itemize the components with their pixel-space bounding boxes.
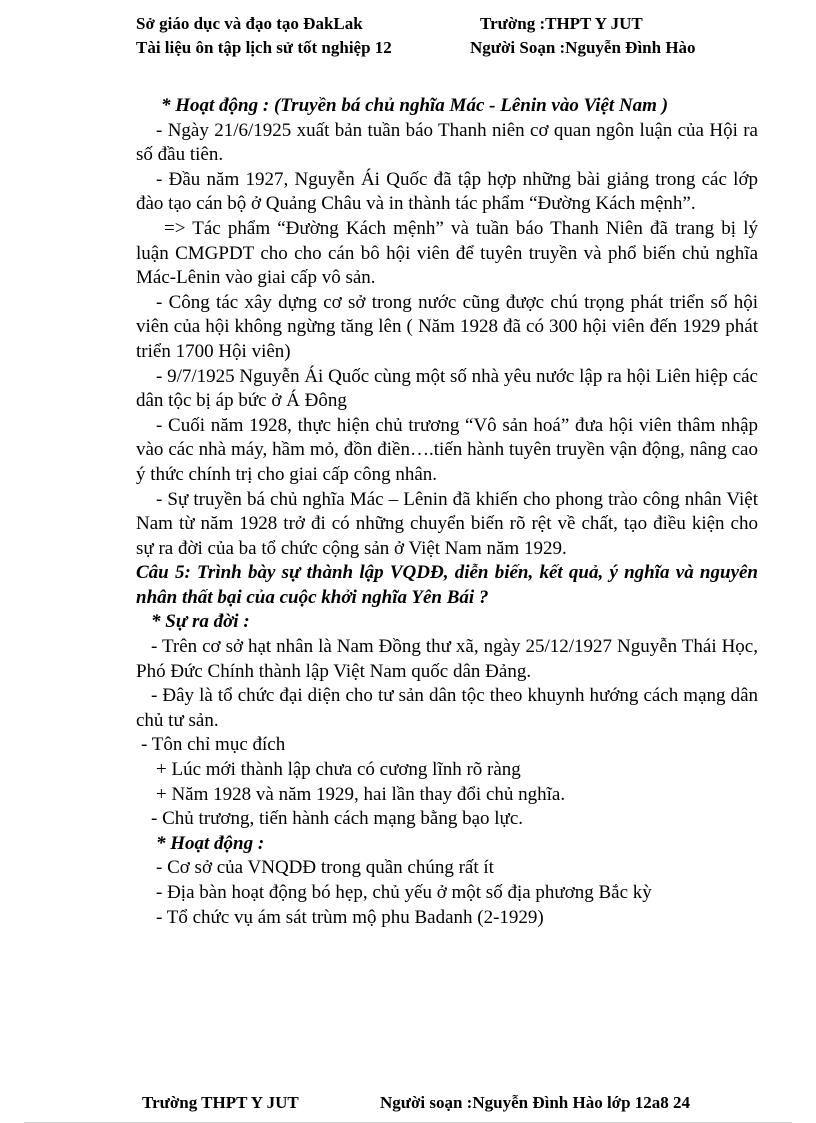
header-document-title: Tài liệu ôn tập lịch sử tốt nghiệp 12 — [136, 38, 392, 57]
section-heading: * Sự ra đời : — [151, 611, 250, 633]
paragraph: - Đây là tổ chức đại diện cho tư sản dân tộc theo khuynh hướng cách mạng dân chủ tư sản. — [136, 685, 758, 731]
paragraph: - Ngày 21/6/1925 xuất bản tuần báo Thanh niên cơ quan ngôn luận của Hội ra số đầu tiên. — [136, 119, 758, 166]
paragraph: - Công tác xây dựng cơ sở trong nước cũng được chú trọng phát triển số hội viên của hội không ngừng tăng lên ( Năm 1928 đã có 300 hội viên đến 1929 phát triển 1700 Hội viên) — [136, 291, 758, 362]
header-school: Trường :THPT Y JUT — [480, 14, 643, 33]
paragraph: - Đầu năm 1927, Nguyễn Ái Quốc đã tập hợp những bài giảng trong các lớp đào tạo cán bộ ở Quảng Châu và in thành tác phẩm “Đường Kách mệnh”. — [136, 168, 758, 215]
header-department: Sở giáo dục và đạo tạo ĐakLak — [136, 14, 363, 33]
header-author: Người Soạn :Nguyễn Đình Hào — [470, 38, 696, 57]
list-item: - Tổ chức vụ ám sát trùm mộ phu Badanh (2-1929) — [156, 906, 544, 928]
question-heading: Câu 5: Trình bày sự thành lập VQDĐ, diễn biến, kết quả, ý nghĩa và nguyên nhân thất bại của cuộc khởi nghĩa Yên Bái ? — [136, 562, 758, 608]
paragraph: - 9/7/1925 Nguyễn Ái Quốc cùng một số nhà yêu nước lập ra hội Liên hiệp các dân tộc bị áp bức ở Á Đông — [136, 365, 758, 412]
list-item: - Địa bàn hoạt động bó hẹp, chủ yếu ở một số địa phương Bắc kỳ — [156, 882, 652, 903]
footer-school: Trường THPT Y JUT — [142, 1093, 299, 1112]
list-item: + Năm 1928 và năm 1929, hai lần thay đổi chủ nghĩa. — [156, 783, 566, 805]
list-item: + Lúc mới thành lập chưa có cương lĩnh rõ ràng — [156, 759, 521, 781]
footer-author-page: Người soạn :Nguyễn Đình Hào lớp 12a8 24 — [380, 1093, 691, 1112]
paragraph: - Cuối năm 1928, thực hiện chủ trương “Vô sản hoá” đưa hội viên thâm nhập vào các nhà máy, hầm mỏ, đồn điền….tiến hành tuyên truyền vận động, nâng cao ý thức chính trị cho giai cấp công nhân. — [136, 414, 758, 485]
paragraph: - Sự truyền bá chủ nghĩa Mác – Lênin đã khiến cho phong trào công nhân Việt Nam từ năm 1928 trở đi có những chuyển biến rõ rệt về chất, tạo điều kiện cho sự ra đời của ba tổ chức cộng sản ở Việt Nam năm 1929. — [136, 488, 758, 559]
activity-heading: * Hoạt động : (Truyền bá chủ nghĩa Mác - Lênin vào Việt Nam ) — [161, 95, 669, 116]
section-heading: * Hoạt động : — [156, 832, 265, 854]
list-item: - Cơ sở của VNQDĐ trong quần chúng rất ít — [156, 857, 494, 879]
paragraph: => Tác phẩm “Đường Kách mệnh” và tuần báo Thanh Niên đã trang bị lý luận CMGPDT cho cho cán bô hội viên để tuyên truyền và phổ biến chủ nghĩa Mác-Lênin vào giai cấp vô sản. — [136, 217, 758, 289]
list-item: - Tôn chỉ mục đích — [141, 734, 286, 756]
list-item: - Chủ trương, tiến hành cách mạng bằng bạo lực. — [151, 808, 524, 830]
document-body — [136, 94, 758, 930]
page-footer — [142, 1092, 691, 1114]
paragraph: - Trên cơ sở hạt nhân là Nam Đồng thư xã, ngày 25/12/1927 Nguyễn Thái Học, Phó Đức Chính thành lập Việt Nam quốc dân Đảng. — [136, 636, 758, 682]
